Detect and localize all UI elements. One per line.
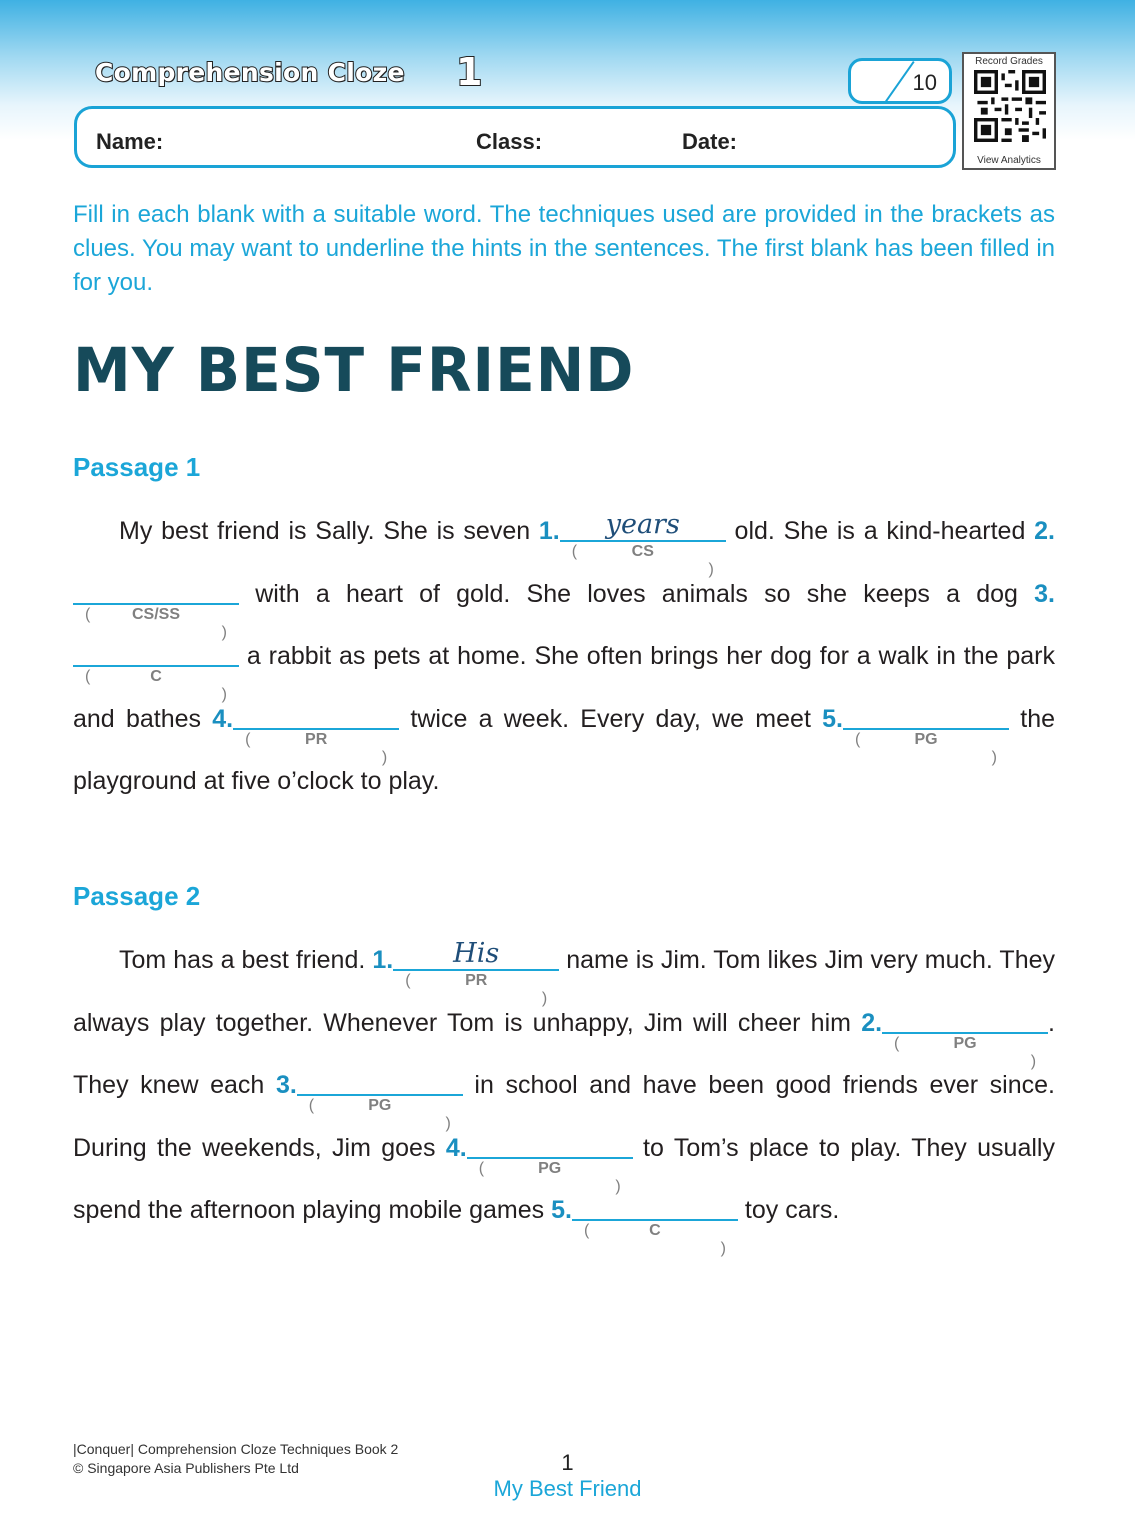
qr-code[interactable] xyxy=(962,52,1056,170)
sheet-title: Comprehension Cloze xyxy=(95,58,405,87)
passage-text: to Tom’s place to play. They usually spend the afternoon playing mobile games xyxy=(73,1133,1055,1224)
passage-text: twice a week. Every day, we meet xyxy=(399,704,823,733)
blank-number: 4. xyxy=(445,1133,467,1162)
blank-3-field[interactable] xyxy=(297,1068,463,1132)
passage-text: My best friend is Sally. She is seven xyxy=(119,517,539,545)
passage-2 xyxy=(73,929,1055,1257)
score-divider xyxy=(879,61,915,104)
technique-clue: ( PG ) xyxy=(308,1097,451,1132)
qr-code-icon xyxy=(974,70,1046,142)
score-box[interactable] xyxy=(848,58,952,104)
passage-text: with a heart of gold. She loves animals so she keeps a dog xyxy=(239,579,1035,608)
name-label: Name: xyxy=(96,129,164,154)
passage-text: in school and have been good friends ever since. During the weekends, Jim goes xyxy=(73,1071,1055,1162)
footer-copyright: © Singapore Asia Publishers Pte Ltd xyxy=(73,1460,299,1476)
passage-text: a rabbit as pets at home. She often brings her dog for a walk in the park and bathes xyxy=(73,642,1055,733)
passage-text: Tom has a best friend. xyxy=(119,946,373,974)
blank-number: 5. xyxy=(551,1196,572,1224)
worksheet-title: MY BEST FRIEND xyxy=(73,334,635,406)
score-total: 10 xyxy=(912,70,937,95)
technique-clue: ( CS ) xyxy=(571,543,714,578)
technique-clue: ( PR ) xyxy=(405,972,548,1007)
footer-page-title: My Best Friend xyxy=(493,1476,642,1501)
technique-clue: ( C ) xyxy=(85,668,227,703)
blank-answer: years xyxy=(605,509,680,540)
blank-4-field[interactable] xyxy=(233,702,399,766)
passage-2-heading: Passage 2 xyxy=(73,881,201,911)
blank-1-field[interactable] xyxy=(393,938,559,1007)
blank-number: 5. xyxy=(822,704,843,733)
qr-record-grades-label: Record Grades xyxy=(975,56,1043,67)
technique-clue: ( PG ) xyxy=(894,1034,1037,1070)
blank-1-field[interactable] xyxy=(560,509,726,578)
passage-text: name is Jim. Tom likes Jim very much. They always play together. Whenever Tom is unhappy, Jim will cheer him xyxy=(73,946,1055,1037)
technique-clue: ( PR ) xyxy=(245,730,388,766)
blank-4-field[interactable] xyxy=(467,1131,633,1195)
class-label: Class: xyxy=(476,129,543,154)
blank-3-field[interactable] xyxy=(73,639,239,703)
technique-clue: ( CS/SS ) xyxy=(85,605,227,641)
blank-2-field[interactable] xyxy=(73,577,239,641)
blank-2-field[interactable] xyxy=(882,1006,1048,1070)
qr-view-analytics-label: View Analytics xyxy=(977,155,1041,166)
date-label: Date: xyxy=(682,129,738,154)
blank-answer: His xyxy=(453,938,500,969)
page-number: 1 xyxy=(561,1450,574,1475)
blank-number: 1. xyxy=(538,517,560,545)
blank-number: 3. xyxy=(275,1071,297,1099)
passage-text: old. She is a kind-hearted xyxy=(725,517,1035,545)
blank-5-field[interactable] xyxy=(572,1193,738,1257)
technique-clue: ( C ) xyxy=(583,1222,726,1257)
passage-1 xyxy=(73,500,1055,813)
technique-clue: ( PG ) xyxy=(478,1159,621,1195)
passage-text: . They knew each xyxy=(73,1008,1055,1099)
footer-series: |Conquer| Comprehension Cloze Techniques Book 2 xyxy=(73,1441,399,1457)
passage-text: the playground at five o’clock to play. xyxy=(73,704,1056,795)
passage-1-heading: Passage 1 xyxy=(73,452,201,482)
instructions: Fill in each blank with a suitable word. The techniques used are provided in the brackets as clues. You may want to underline the hints in the sentences. The first blank has been filled in for you. xyxy=(73,201,1055,296)
blank-number: 4. xyxy=(212,704,234,733)
technique-clue: ( PG ) xyxy=(855,730,997,766)
passage-text: toy cars. xyxy=(737,1196,840,1224)
blank-number: 1. xyxy=(372,946,394,974)
sheet-number: 1 xyxy=(456,50,483,94)
blank-number: 2. xyxy=(861,1008,883,1037)
blank-5-field[interactable] xyxy=(843,702,1009,766)
blank-number: 2. xyxy=(1034,517,1056,545)
blank-number: 3. xyxy=(1034,579,1055,608)
